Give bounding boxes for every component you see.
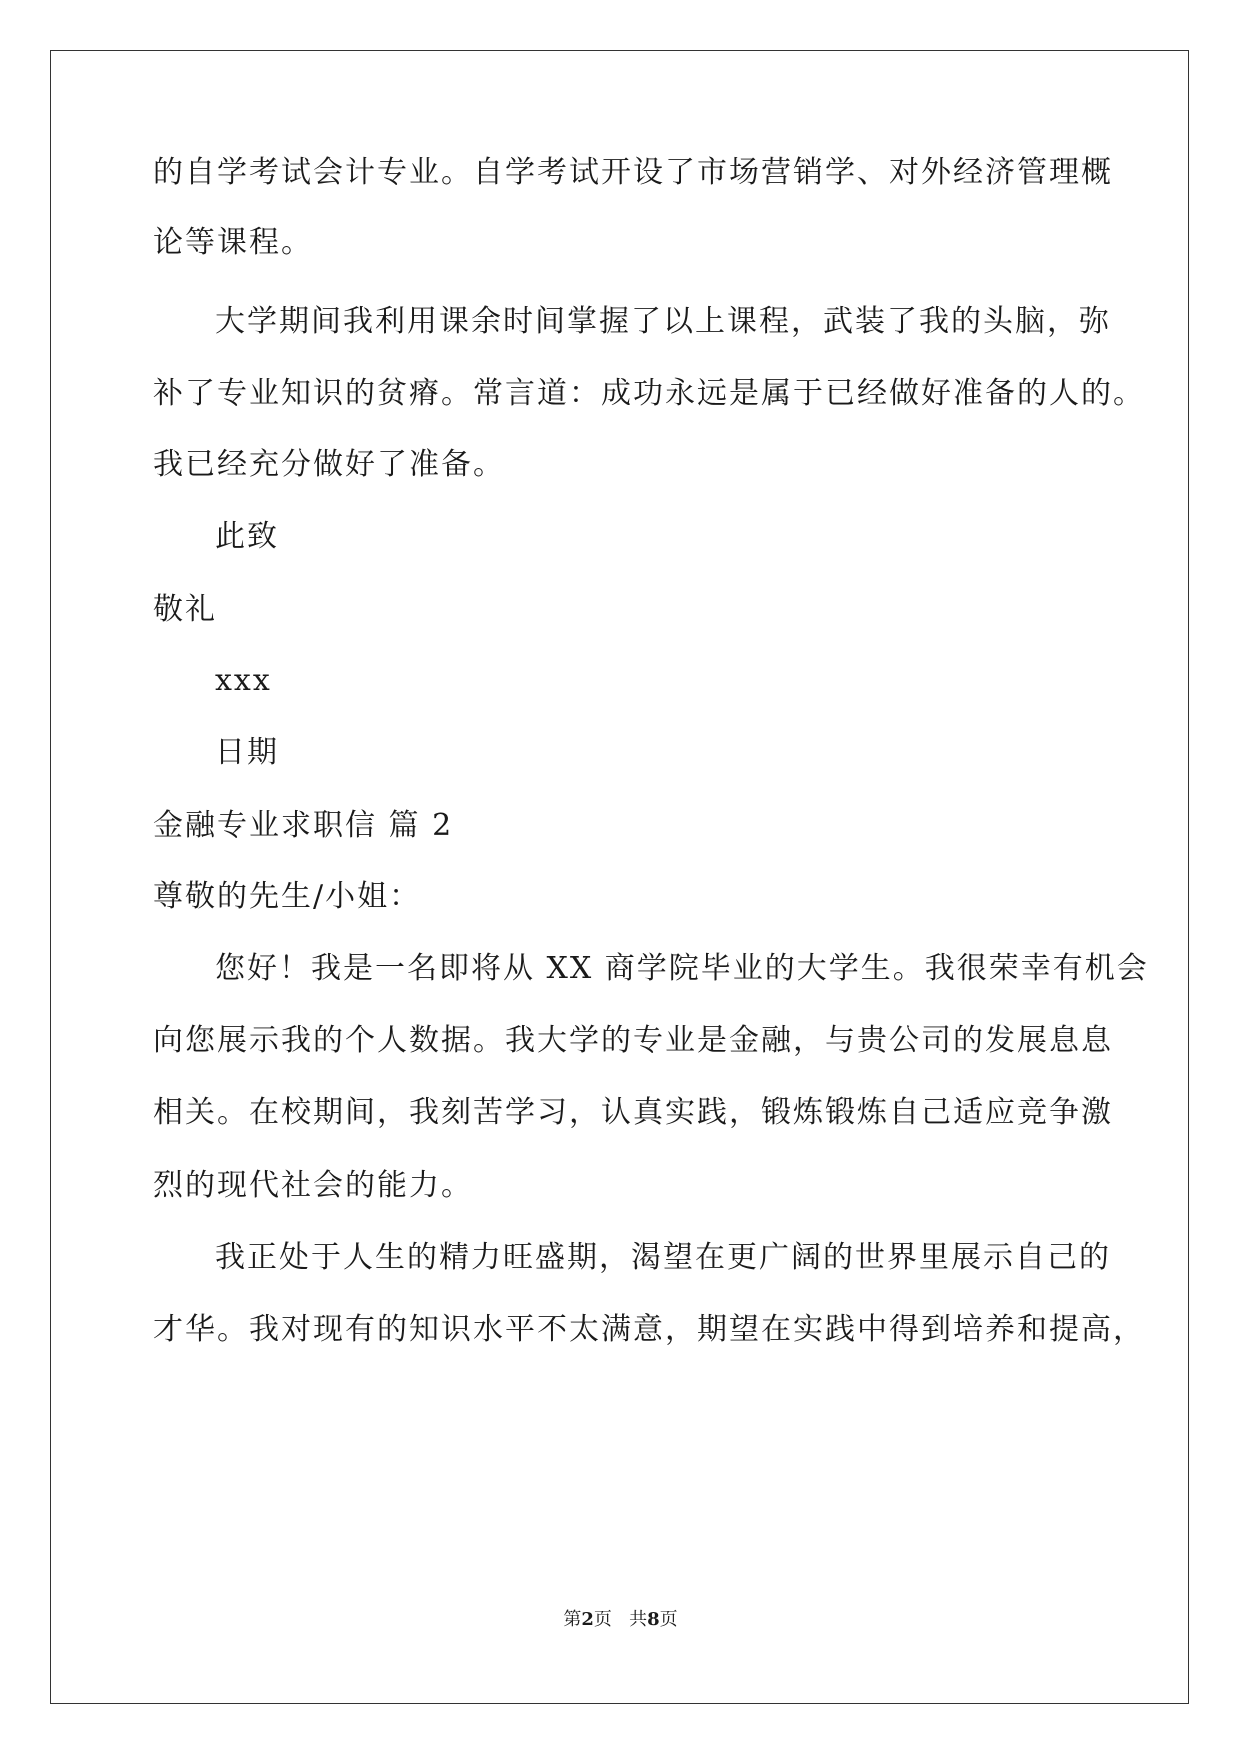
text-line-12: 您好！我是一名即将从 XX 商学院毕业的大学生。我很荣幸有机会 [215, 951, 1149, 986]
text-line-2: 论等课程。 [153, 225, 313, 260]
footer-suffix: 页 [659, 1609, 678, 1630]
text-line-13: 向您展示我的个人数据。我大学的专业是金融，与贵公司的发展息息 [153, 1023, 1113, 1058]
text-line-14: 相关。在校期间，我刻苦学习，认真实践，锻炼锻炼自己适应竞争激 [153, 1095, 1113, 1130]
text-line-1: 的自学考试会计专业。自学考试开设了市场营销学、对外经济管理概 [153, 155, 1113, 190]
footer-mid: 页 共 [593, 1609, 648, 1630]
text-line-4: 补了专业知识的贫瘠。常言道：成功永远是属于已经做好准备的人的。 [153, 376, 1145, 411]
closing-salutation: 此致 [215, 519, 279, 554]
text-line-5: 我已经充分做好了准备。 [153, 447, 505, 482]
text-line-17: 才华。我对现有的知识水平不太满意，期望在实践中得到培养和提高， [153, 1312, 1145, 1347]
text-line-3: 大学期间我利用课余时间掌握了以上课程，武装了我的头脑，弥 [215, 304, 1111, 339]
footer-total-pages: 8 [647, 1609, 660, 1630]
page-number-footer [0, 1608, 1241, 1632]
section-heading: 金融专业求职信 篇 2 [153, 808, 454, 843]
signature-name: xxx [215, 663, 272, 698]
closing-regards: 敬礼 [153, 592, 217, 627]
signature-date: 日期 [215, 735, 279, 770]
text-line-16: 我正处于人生的精力旺盛期，渴望在更广阔的世界里展示自己的 [215, 1240, 1111, 1275]
text-line-15: 烈的现代社会的能力。 [153, 1168, 473, 1203]
footer-prefix: 第 [563, 1609, 582, 1630]
greeting: 尊敬的先生/小姐： [153, 879, 422, 914]
footer-current-page: 2 [581, 1609, 594, 1630]
